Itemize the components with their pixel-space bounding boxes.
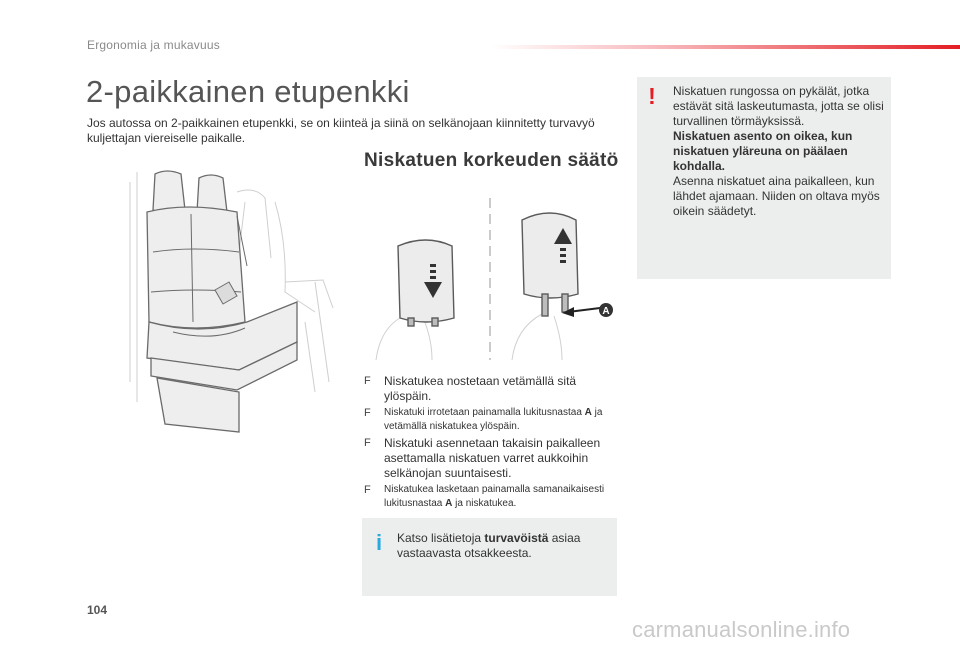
step-text: Niskatuki asennetaan takaisin paikalleen asettamalla niskatuen varret aukkoihin selkänojan suuntaisesti. bbox=[384, 436, 601, 480]
step-text: Niskatukea nostetaan vetämällä sitä ylöspäin. bbox=[384, 374, 577, 403]
step-text-bold: A bbox=[584, 407, 592, 418]
step-text-part: Niskatukea lasketaan painamalla samanaikaisesti lukitusnastaa bbox=[384, 484, 605, 509]
info-text-part: Katso lisätietoja bbox=[397, 531, 485, 545]
info-text bbox=[397, 531, 609, 561]
bullet-marker: F bbox=[364, 375, 371, 387]
section-heading: Niskatuen korkeuden säätö bbox=[364, 150, 619, 171]
page-number: 104 bbox=[87, 603, 108, 617]
step-text-part: ja vetämällä niskatukea ylöspäin. bbox=[384, 407, 603, 432]
step-text-bold: A bbox=[445, 498, 453, 509]
step-text bbox=[384, 406, 618, 434]
list-item bbox=[364, 374, 618, 404]
list-item bbox=[364, 406, 618, 434]
warning-paragraph: Asenna niskatuet aina paikalleen, kun lähdet ajamaan. Niiden on oltava myös oikein säädetyt. bbox=[673, 174, 880, 218]
page-title: 2-paikkainen etupenkki bbox=[86, 74, 410, 109]
list-item bbox=[364, 436, 618, 481]
section-label: Ergonomia ja mukavuus bbox=[87, 38, 220, 52]
step-text-part: ja niskatukea. bbox=[452, 498, 517, 509]
callout-a-label: A bbox=[602, 306, 610, 317]
watermark: carmanualsonline.info bbox=[632, 617, 851, 642]
warning-icon: ! bbox=[648, 83, 656, 109]
warning-paragraph-bold: Niskatuen asento on oikea, kun niskatuen yläreuna on päälaen kohdalla. bbox=[673, 129, 853, 173]
bench-seat-illustration bbox=[125, 162, 347, 440]
bullet-marker: F bbox=[364, 437, 371, 449]
headrest-adjustment-diagram bbox=[362, 190, 618, 362]
info-icon: i bbox=[375, 530, 383, 555]
info-text-part: asiaa vastaavasta otsakkeesta. bbox=[397, 531, 581, 560]
step-text bbox=[384, 483, 618, 511]
bullet-marker: F bbox=[364, 484, 371, 496]
list-item bbox=[364, 483, 618, 511]
step-text-part: Niskatuki irrotetaan painamalla lukitusnastaa bbox=[384, 407, 585, 418]
instruction-list bbox=[364, 374, 618, 513]
warning-text bbox=[673, 84, 885, 219]
warning-paragraph: Niskatuen rungossa on pykälät, jotka estävät sitä laskeutumasta, jotta se olisi turvallinen törmäyksissä. bbox=[673, 84, 884, 128]
info-text-bold: turvavöistä bbox=[484, 531, 549, 545]
header-rule bbox=[490, 45, 960, 49]
bullet-marker: F bbox=[364, 407, 371, 419]
intro-paragraph: Jos autossa on 2-paikkainen etupenkki, se on kiinteä ja siinä on selkänojaan kiinnitetty turvavyö kuljettajan viereiselle paikalle. bbox=[87, 116, 595, 145]
